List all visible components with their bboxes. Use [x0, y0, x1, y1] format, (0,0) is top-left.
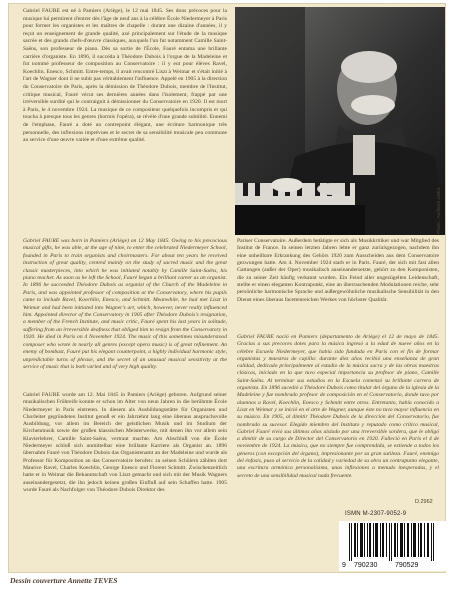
- ismn-number: ISMN M-2307-9052-9: [345, 511, 407, 517]
- photo-credit: Photo : Archives Leduc: [436, 186, 441, 234]
- cover-design-credit: Dessin couverture Annette TEVES: [10, 576, 118, 585]
- french-biography: Gabriel FAURÉ est né à Pamiers (Ariège), le 12 mai 1845. Ses dons précoces pour la musique lui permirent d'entrer dès l'âge de neuf ans à la célèbre École Niedermeyer à Paris pour former les organistes et les maîtres de chapelle : durant une dizaine d'années, il y reçut un enseignement de grande qualité, axé principalement sur l'étude de la musique sacrée et des grands chefs-d'œuvre classiques, auxquels l'un fut notamment Camille Saint-Saëns, son professeur de piano. Dès sa sortie de l'École, Fauré entama une brillante carrière d'organiste. En 1896, il succéda à Théodore Dubois à l'orgue de la Madeleine et fut nommé professeur de composition au Conservatoire : il y eut pour élèves Ravel, Koechlin, Enesco, Schmitt. Entre-temps, il avait rencontré Liszt à Weimar et s'était initié à l'art de Wagner dont il ne subit pas véritablement l'influence. Appelé en 1905 à la direction du Conservatoire de Paris, après la démission de Théodore Dubois, membre de l'Institut, critique musical, Fauré vécut ses dernières années dans l'isolement, frappé par une irréversible surdité qui le contraignit à démissionner du Conservatoire en 1920. Il est mort à Paris, le 4 novembre 1924. La musique de ce compositeur quelquefois incompris et qui toucha à presque tous les genres (hormis l'opéra), se révèle d'une grande subtilité. Ennemi de l'emphase, Fauré a doté un contrepoint élégant, une écriture harmonique très personnelle, des inflexions imprévues et le secret de sa sensibilité musicale peu commune au service d'une œuvre variée et d'une extrême qualité.: [23, 8, 227, 144]
- back-cover: [8, 3, 446, 573]
- catalog-number: D.2962: [415, 499, 433, 505]
- english-biography: Gabriel FAURÉ was born in Pamiers (Ariège) on 12 May 1845. Owing to his precocious musical gifts, he was able, at the age of nine, to enter the celebrated Niedermeyer School, founded in Paris to train organists and choirmasters. For about ten years he received instruction of great quality, centred mainly on the study of sacred music and the great classic masterpieces, into which he was initiated notably by Camille Saint-Saëns, his piano teacher. As soon as he left the School, Fauré began a brilliant career as an organist. In 1896 he succeeded Théodore Dubois as organist of the Church of the Madeleine in Paris, and was appointed professor of composition at the Conservatory, where his pupils came to include Ravel, Koechlin, Enesco, and Schmitt. Meanwhile, he had met Liszt in Weimar and had been initiated into Wagner's art, which, however, never really influenced him. Appointed director of the Conservatory in 1905 after Théodore Dubois's resignation, a member of the French Institute, and music critic, Fauré spent his last years in solitude, suffering from an irreversible deafness that obliged him to resign from the Conservatory in 1920. He died in Paris on 4 November 1924. The music of this sometimes misunderstood composer who wrote in nearly all genres (except opera music) is of great refinement. An enemy of bombast, Fauré put his elegant counterpoint, a highly individual harmonic style, unpredictable turns of phrase, and the secret of an unusual musical sensitivity at the service of music that is both varied and of very high quality.: [23, 238, 227, 370]
- german-biography-part1: Gabriel FAURÉ wurde am 12. Mai 1845 in Pamiers (Ariège) geboren. Aufgrund seiner musikalischen Frühreife konnte er schon im Alter von neun Jahren in die berühmte École Niedermeyer in Paris eintreten. In diesem als Ausbildungsstätte für Organisten und Chorleiter gegründeten Institut genoß er ein Jahrzehnt lang eine überaus anspruchsvolle Ausbildung, vor allem im Bereich der geistlichen Musik und im Studium der Kirchenmusik sowie der großen klassischen Meisterwerke, mit denen ihn vor allem sein Klavierlehrer, Camille Saint-Saëns, vertraut machte. Am Abschluß von die École Niedermeyer schloß sich unmittelbar eine brillante Karriere als Organist an. 1896 übernahm Fauré von Théodore Dubois das Organistenamt an der Madeleine und wurde als Professor für Komposition an das Conservatoire berufen: zu seinen Schülern zählten dort Maurice Ravel, Charles Koechlin, George Enesco und Florent Schmitt. Zwischenzeitlich hatte er in Weimar die Bekanntschaft von Liszt gemacht und sich mit der Musik Wagners auseinandergesetzt, die ihn jedoch keinen großen Einfluß auf sein Schaffen hatte. 1905 wurde Fauré als Nachfolger von Théodore Dubois Direktor des: [23, 392, 227, 493]
- composer-photo: [235, 7, 445, 235]
- german-biography-part2: Pariser Conservatoire. Außerdem betätigte er sich als Musikkritiker und war Mitglied des Institut de France. In seinen letzten Jahren lebte er ganz zurückgezogen, nachdem ihn eine unheilbare Erkrankung des Gehörs 1920 zum Ausscheiden aus dem Conservatoire gezwungen hatte. Am 4. November 1924 starb er in Paris. Fauré, der sich mit fast allen Gattungen (außer der Oper) musikalisch auseinandersetzte, gehört zu den Komponisten, die zu seiner Zeit häufig verkannt wurden. Ein Feind aller ungezügelten Leidenschaft, stellte er einen eleganten Kontrapunkt, eine an überraschenden Modulationen reiche, sehr persönliche harmonische Sprache und außergewöhnliche musikalische Sensibilität in den Dienst eines überaus facettenreichen Werkes von höchster Qualität.: [237, 238, 439, 303]
- barcode-digit-first: 9: [342, 562, 346, 569]
- spanish-biography: Gabriel FAURÉ nació en Pamiers (departamento de Ariège) el 12 de mayo de 1845. Gracias a sus precoces dotes para la música ingresó a la edad de nueve años en la célebre Escuela Niedermeyer, que había sido fundada en París con el fin de formar organistas y maestros de capilla: durante diez años recibió una enseñanza de gran calidad, dedicado principalmente al estudio de la música sacra y de las obras maestras clásicas, iniciado en la que tuvo especial importancia su profesor de piano, Camille Saint-Saëns. Al terminar sus estudios en la Escuela comenzó su brillante carrera de organista. En 1896 sucedió a Théodore Dubois como titular del órgano de la iglesia de la Madeleine y fue nombrado profesor de composición en el Conservatorio, donde tuvo por alumnos a Ravel, Koechlin, Enesco y Schmitt entre otros. Entretanto, había conocido a Liszt en Weimar y se inició en el arte de Wagner, aunque éste no tuvo mayor influencia en su música. En 1905, al dimitir Théodore Dubois de la dirección del Conservatorio, fue nombrado su sucesor. Elegido miembro del Instituto y reputado como crítico musical, Gabriel Fauré vivió sus últimos años aislado por una irreversible sordera, que le obligó a dimitir de su cargo de Director del Conservatorio en 1920. Falleció en París el 4 de noviembre de 1924. La música, que no siempre fue comprendida, se extiende a todos los géneros (con excepción del órgano), impresionante por su gran sutileza. Fauré, enemigo del énfasis, puso al servicio de la calidad y variedad de su obra un contrapunto elegante, una escritura armónica personalísima, unas inflexiones a menudo inesperadas, y el secreto de una sensibilidad musical nada frecuente.: [237, 334, 439, 479]
- barcode-digits-left: 790230: [354, 562, 378, 569]
- barcode: [339, 521, 449, 571]
- barcode-digits-right: 790529: [395, 562, 419, 569]
